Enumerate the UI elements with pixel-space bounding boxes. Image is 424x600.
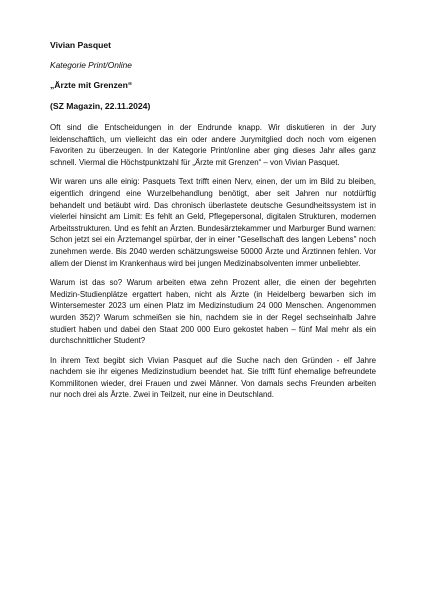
category-label: Kategorie Print/Online [50, 60, 132, 70]
body-paragraph-2: Wir waren uns alle einig: Pasquets Text trifft einen Nerv, einen, der um im Bild zu bleiben, eigentlich dringend eine Wurzelbehandlung benötigt, aber seit Jahren nur notdürftig behandelt und betäubt wird. Das chronisch überlastete deutsche Gesundheitssystem ist in vielerlei hinsicht am Limit: Es fehlt an Geld, Pflegepersonal, digitalen Strukturen, modernen Arbeitsstrukturen. Und es fehlt an Ärzten. Bundesärztekammer und Marburger Bund warnen: Schon jetzt sei ein Ärztemangel spürbar, der in einer "Gesellschaft des langen Lebens" noch zunehmen werde. Bis 2040 werden schätzungsweise 50000 Ärzte und Ärztinnen fehlen. Vor allem der Dienst im Krankenhaus wird bei jungen Medizinabsolventen immer unbeliebter. [50, 177, 376, 268]
article-title: „Ärzte mit Grenzen“ [50, 80, 133, 90]
body-paragraph-4: In ihrem Text begibt sich Vivian Pasquet auf die Suche nach den Gründen - elf Jahre nachdem sie ihr eigenes Medizinstudium beendet hat. Sie trifft fünf ehemalige befreundete Kommilitonen wieder, drei Frauen und zwei Männer. Von damals sechs Freunden arbeiten nur noch drei als Ärzte. Zwei in Teilzeit, nur eine in Deutschland. [50, 355, 376, 400]
source-citation: (SZ Magazin, 22.11.2024) [50, 101, 151, 111]
body-paragraph-3: Warum ist das so? Warum arbeiten etwa zehn Prozent aller, die einen der begehrten Medizin-Studienplätze ergattert haben, nicht als Ärzte (in Heidelberg bewarben sich im Wintersemester 2023 um einen Platz im Medizinstudium 24 000 Menschen. Angenommen wurden 352)? Warum schmeißen sie hin, nachdem sie in der Regel sechseinhalb Jahre studiert haben und dabei den Staat 200 000 Euro gekostet haben – fünf Mal mehr als ein durchschnittlicher Student? [50, 278, 376, 346]
author-name: Vivian Pasquet [50, 40, 111, 50]
body-paragraph-1: Oft sind die Entscheidungen in der Endrunde knapp. Wir diskutieren in der Jury leidenschaftlich, um vielleicht das ein oder andere Jurymitglied doch noch vom eigenen Favoriten zu überzeugen. In der Kategorie Print/online aber ging dieses Jahr alles ganz schnell. Viermal die Höchstpunktzahl für „Ärzte mit Grenzen“ – von Vivian Pasquet. [50, 123, 376, 167]
